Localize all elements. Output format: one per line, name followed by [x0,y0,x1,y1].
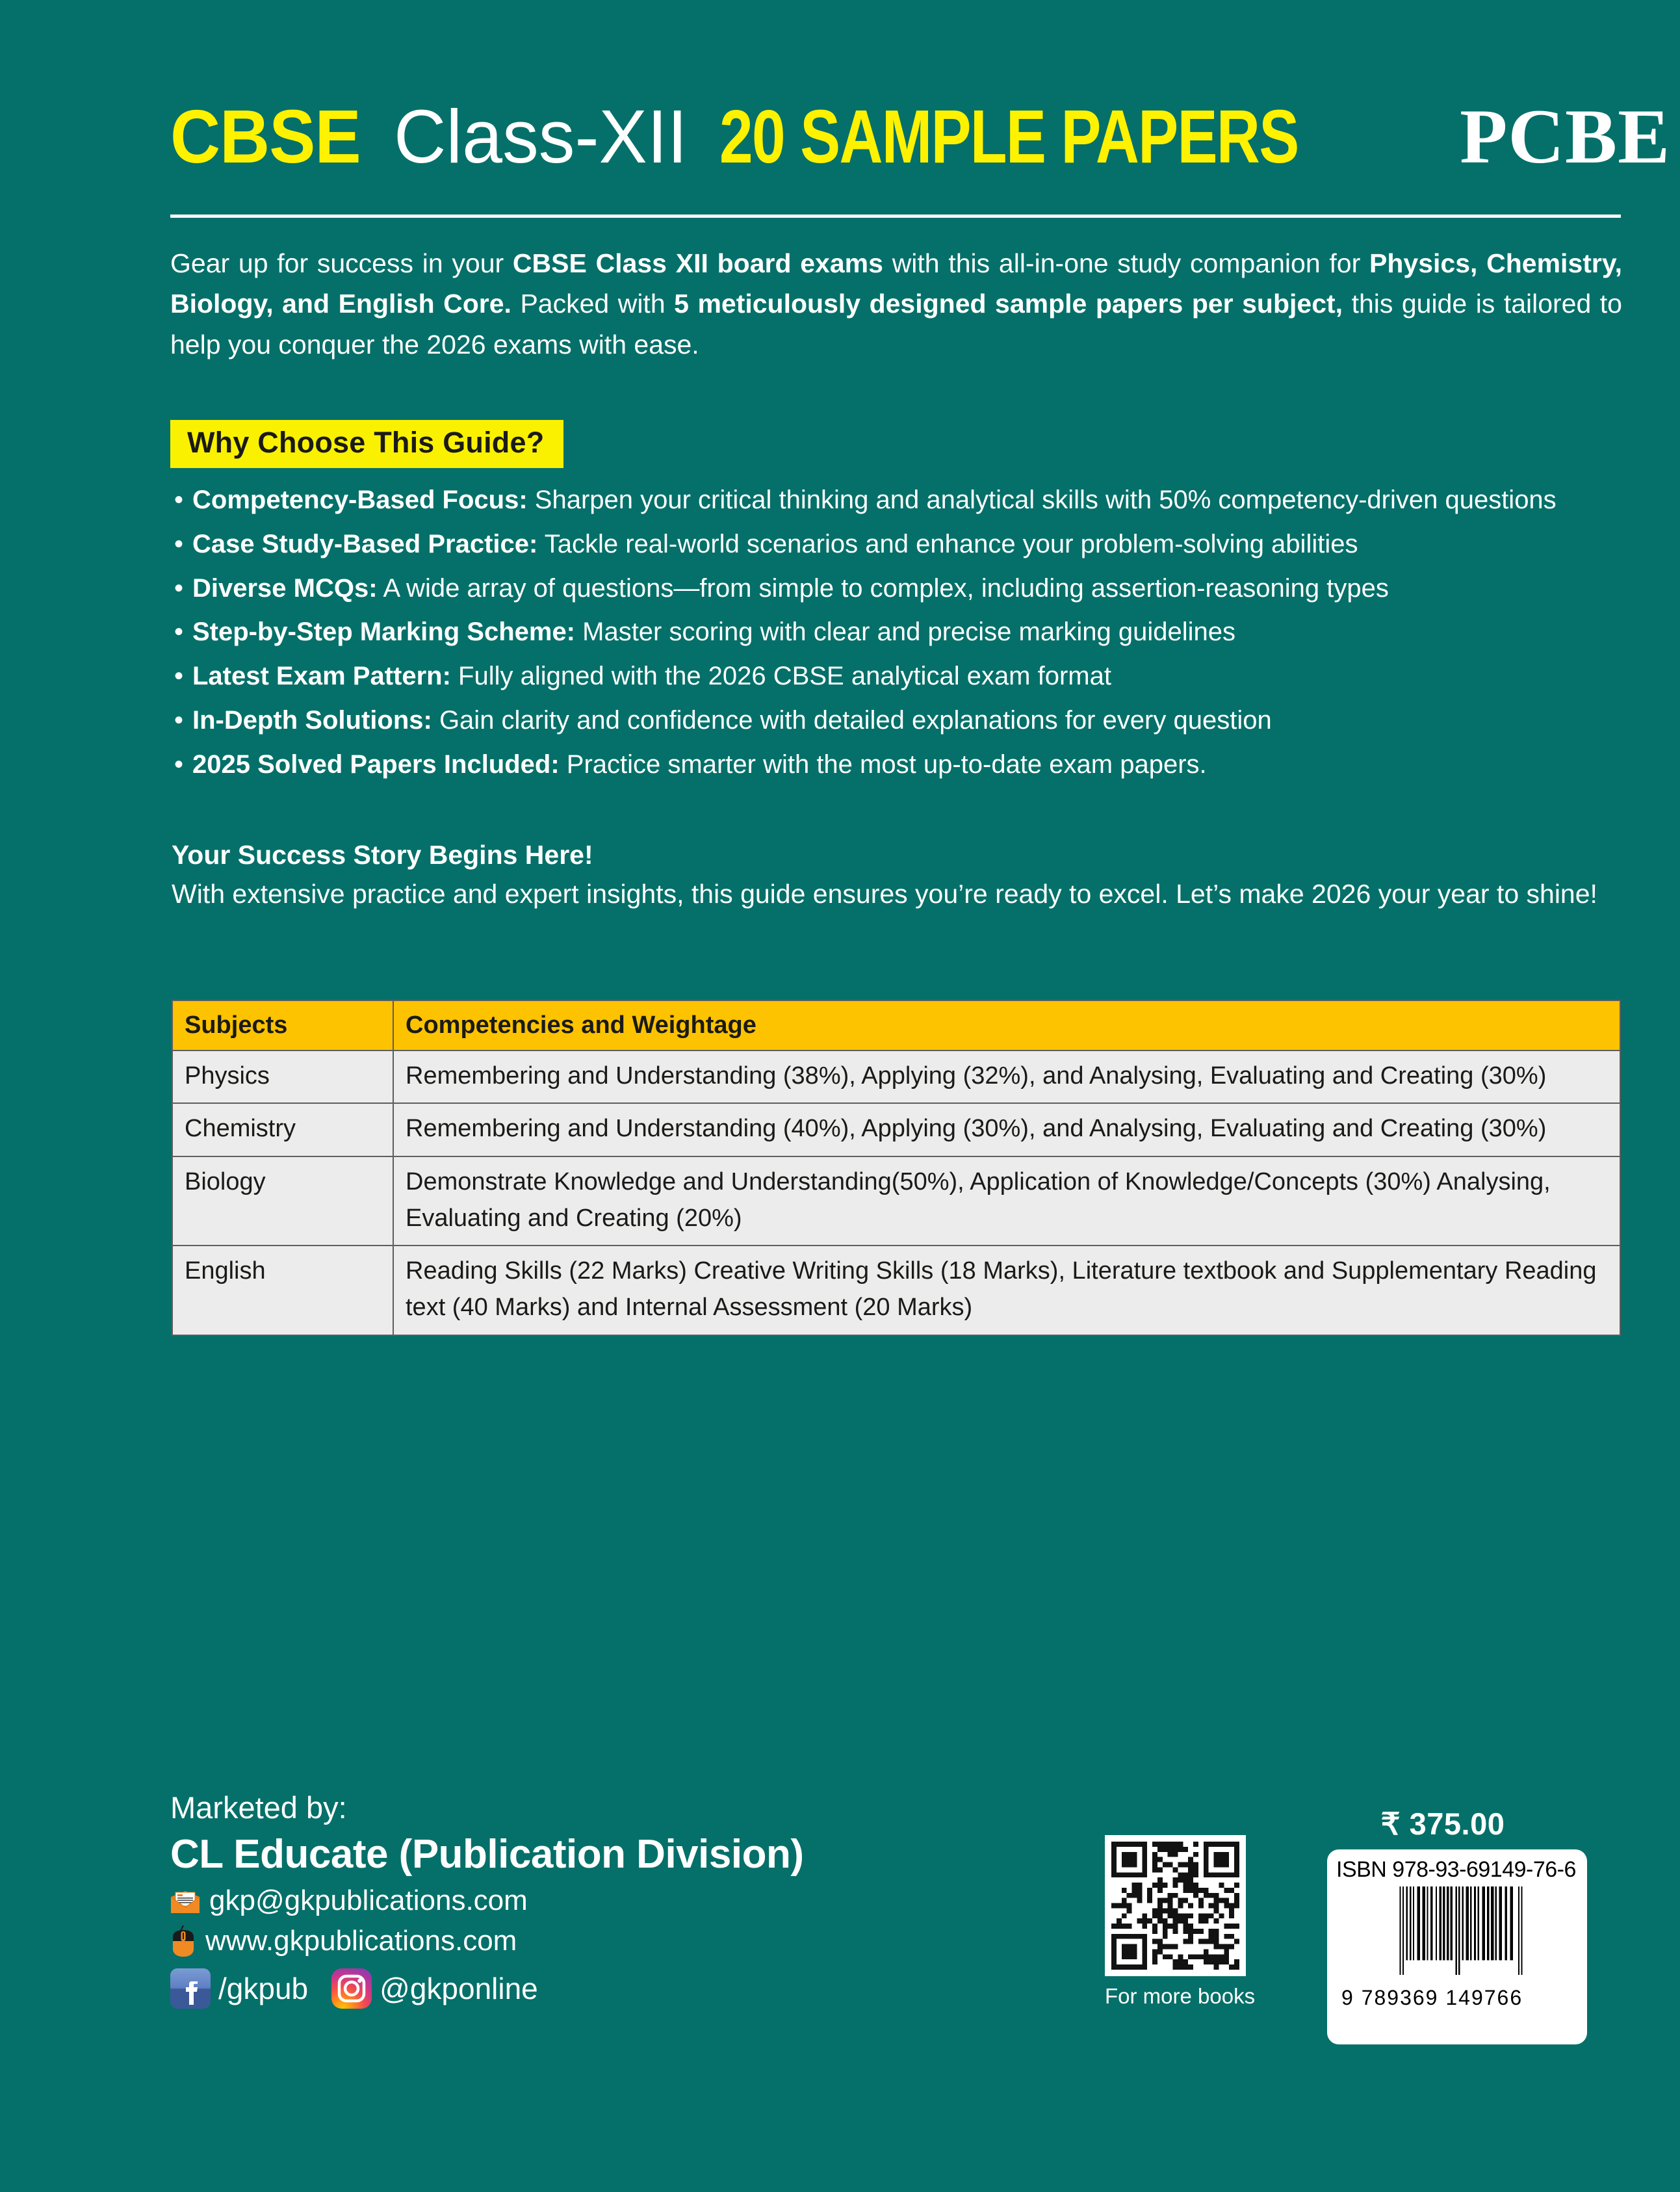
marketed-by-label: Marketed by: [170,1790,347,1825]
table-cell-subject: English [172,1246,393,1335]
page-title [170,93,1671,179]
isbn-text: ISBN 978-93-69149-76-6 [1336,1857,1576,1882]
feature-bullet [173,481,1623,519]
table-cell-subject: Physics [172,1050,393,1103]
price-label: ₹ 375.00 [1380,1807,1505,1841]
feature-bullet-list [173,481,1623,790]
intro-bold-2: Physics, Chemistry, Biology, and English Core. [170,248,1623,319]
intro-bold-1: CBSE Class XII board exams [512,248,883,278]
feature-bullet-text: Fully aligned with the 2026 CBSE analytical exam format [450,662,1111,691]
title-sample-papers: 20 SAMPLE PAPERS [719,94,1299,179]
social-links-row [170,1968,1080,2009]
feature-bullet-text: Tackle real-world scenarios and enhance your problem-solving abilities [537,529,1358,558]
feature-bullet [173,525,1623,564]
facebook-icon[interactable] [170,1968,211,2009]
competency-table [172,1000,1621,1336]
title-class: Class-XII [394,94,688,179]
table-cell-competency: Reading Skills (22 Marks) Creative Writing Skills (18 Marks), Literature textbook and Supplementary Reading text (40 Marks) and Internal Assessment (20 Marks) [393,1246,1620,1335]
feature-bullet [173,701,1623,740]
publisher-name: CL Educate (Publication Division) [170,1831,804,1877]
email-text: gkp@gkpublications.com [209,1884,528,1916]
intro-bold-3: 5 meticulously designed sample papers per subject, [674,289,1343,319]
feature-bullet-label: Competency-Based Focus: [192,486,528,514]
website-text: www.gkpublications.com [205,1925,517,1957]
barcode [1341,1886,1587,2014]
title-pcbe: PCBE [1460,93,1671,179]
feature-bullet [173,613,1623,651]
feature-bullet-label: In-Depth Solutions: [192,705,432,735]
qr-code[interactable] [1105,1835,1246,1976]
why-choose-heading-box [170,420,563,468]
title-divider [170,215,1621,218]
table-header-row [172,1000,1620,1050]
feature-bullet-text: Gain clarity and confidence with detailed explanations for every question [432,705,1272,735]
isbn-barcode-card [1327,1849,1587,2044]
publisher-block [170,1791,1080,2009]
intro-seg-4: this guide is tailored to help you conquer the 2026 exams with ease. [170,289,1622,359]
table-header-subjects: Subjects [172,1000,393,1050]
instagram-icon[interactable] [331,1968,372,2009]
feature-bullet-text: Master scoring with clear and precise marking guidelines [575,618,1236,647]
website-row[interactable] [170,1924,1080,1958]
feature-bullet-text: Practice smarter with the most up-to-date exam papers. [559,750,1207,779]
facebook-handle: /gkpub [218,1972,309,2006]
table-row [172,1050,1620,1103]
feature-bullet-text: A wide array of questions—from simple to complex, including assertion-reasoning types [377,573,1389,603]
barcode-digits: 9 789369 149766 [1341,1986,1523,2009]
table-cell-subject: Biology [172,1156,393,1246]
qr-block [1105,1835,1255,2009]
feature-bullet-label: 2025 Solved Papers Included: [192,750,560,779]
feature-bullet-label: Latest Exam Pattern: [192,662,451,691]
table-row [172,1103,1620,1156]
intro-seg-2: with this all-in-one study companion for [883,248,1369,278]
instagram-handle: @gkponline [380,1972,538,2006]
title-cbse: CBSE [170,94,361,179]
feature-bullet-label: Case Study-Based Practice: [192,529,538,558]
why-choose-heading: Why Choose This Guide? [187,426,545,459]
mouse-icon [170,1924,196,1958]
table-cell-competency: Remembering and Understanding (40%), Applying (30%), and Analysing, Evaluating and Creating (30%) [393,1103,1620,1156]
intro-seg-3: Packed with [511,289,675,319]
feature-bullet-text: Sharpen your critical thinking and analytical skills with 50% competency-driven questions [527,486,1557,514]
email-row[interactable] [170,1885,1080,1916]
feature-bullet [173,746,1623,784]
table-row [172,1246,1620,1335]
intro-paragraph [170,243,1622,365]
feature-bullet [173,569,1623,608]
success-body: With extensive practice and expert insights, this guide ensures you’re ready to excel. Let’s make 2026 your year to shine! [172,879,1597,909]
success-heading: Your Success Story Begins Here! [172,840,593,870]
intro-seg-1: Gear up for success in your [170,248,513,278]
feature-bullet-label: Diverse MCQs: [192,573,378,603]
table-header-competencies: Competencies and Weightage [393,1000,1620,1050]
title-line [170,93,1671,179]
email-icon [170,1889,200,1912]
table-row [172,1156,1620,1246]
table-cell-competency: Demonstrate Knowledge and Understanding(50%), Application of Knowledge/Concepts (30%) Analysing, Evaluating and Creating (20%) [393,1156,1620,1246]
feature-bullet-label: Step-by-Step Marking Scheme: [192,618,576,647]
qr-caption: For more books [1105,1984,1256,2008]
feature-bullet [173,657,1623,696]
table-cell-subject: Chemistry [172,1103,393,1156]
table-cell-competency: Remembering and Understanding (38%), Applying (32%), and Analysing, Evaluating and Creating (30%) [393,1050,1620,1103]
